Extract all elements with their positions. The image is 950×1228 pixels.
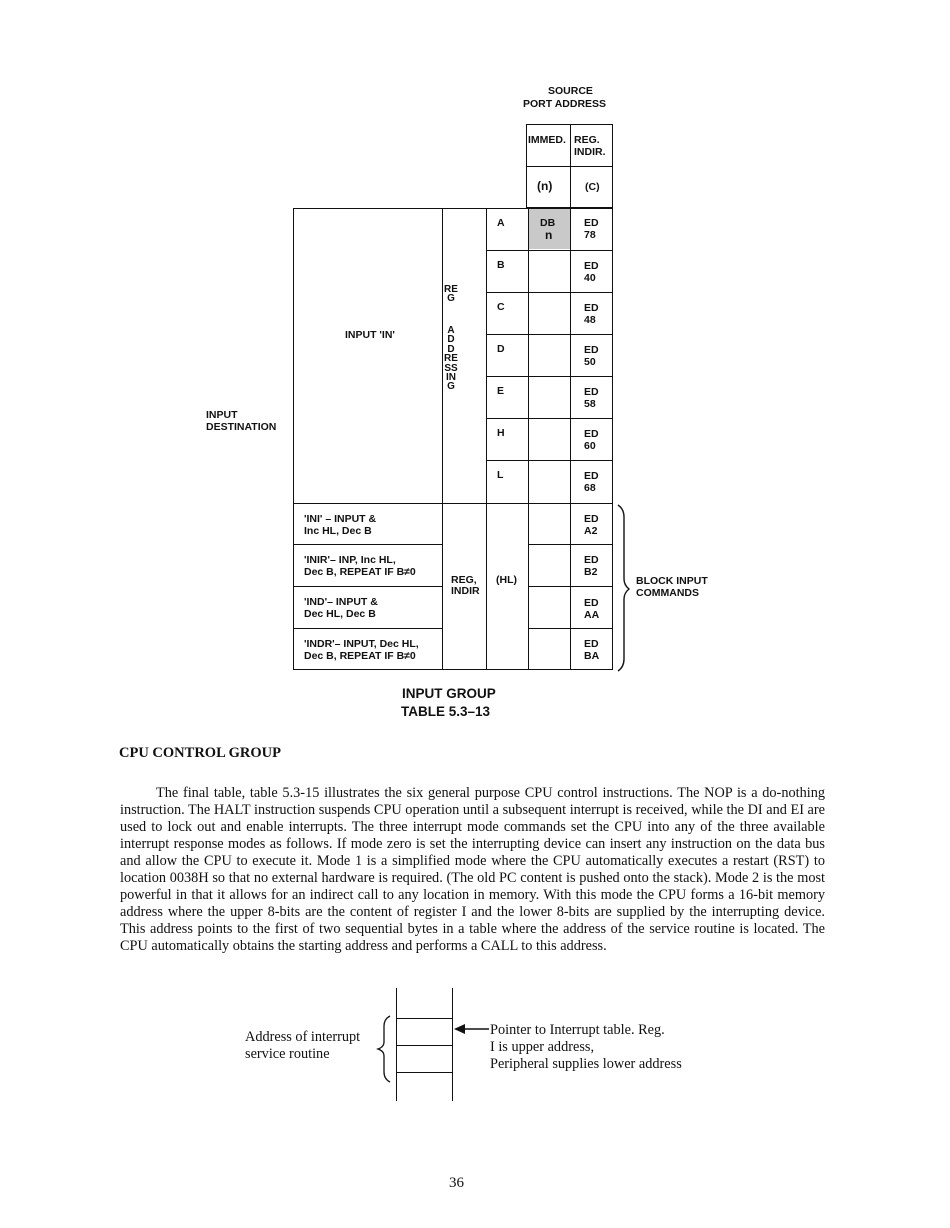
reg-addressing-label-2: ADDRESSING — [444, 325, 458, 393]
block-ini-desc-2: Inc HL, Dec B — [304, 525, 372, 537]
diagram-row-line — [396, 1045, 453, 1046]
block-inir-code-2: B2 — [584, 566, 598, 578]
code-e-1: ED — [584, 386, 599, 398]
reg-indir-label-1: REG, — [451, 574, 477, 586]
diagram-right-label-3: Peripheral supplies lower address — [490, 1056, 682, 1072]
reg-addressing-label-1: REG — [444, 284, 458, 305]
divider — [486, 250, 613, 251]
col-reg-label: REG. — [574, 134, 600, 146]
page-number: 36 — [449, 1175, 464, 1191]
divider — [528, 586, 613, 587]
block-ini-desc-1: 'INI' – INPUT & — [304, 513, 377, 525]
block-indr-desc-2: Dec B, REPEAT IF B≠0 — [304, 650, 416, 662]
reg-c: C — [497, 301, 505, 313]
divider — [486, 292, 613, 293]
block-ind-code-2: AA — [584, 609, 600, 621]
code-h-2: 60 — [584, 440, 596, 452]
block-indr-desc-1: 'INDR'– INPUT, Dec HL, — [304, 638, 419, 650]
divider — [528, 544, 613, 545]
source-header-2: PORT ADDRESS — [523, 98, 607, 110]
code-d-2: 50 — [584, 356, 596, 368]
divider — [528, 628, 613, 629]
block-indr-code-2: BA — [584, 650, 600, 662]
block-indr-code-1: ED — [584, 638, 599, 650]
reg-a: A — [497, 217, 505, 229]
section-heading: CPU CONTROL GROUP — [119, 745, 281, 761]
reg-b: B — [497, 259, 505, 271]
divider — [486, 208, 487, 670]
divider — [528, 208, 529, 670]
input-in-label: INPUT 'IN' — [345, 329, 395, 341]
input-destination-label: INPUT — [206, 409, 238, 421]
address-brace — [374, 1014, 394, 1084]
block-input-label-2: COMMANDS — [636, 587, 699, 599]
reg-indir-label-2: INDIR — [451, 585, 480, 597]
divider — [293, 586, 442, 587]
divider — [486, 460, 613, 461]
immed-a-2: n — [545, 228, 553, 242]
divider — [293, 503, 613, 504]
code-d-1: ED — [584, 344, 599, 356]
body-paragraph: The final table, table 5.3-15 illustrates the six general purpose CPU control instructions. The NOP is a do-nothing instruction. The HALT instruction suspends CPU operation until a subsequent interrupt is received, while the DI and EI are used to lock out and enable interrupts. The three interrupt mode commands set the CPU into any of the three available interrupt response modes as follows. If mode zero is set the interrupting device can insert any instruction on the data bus and allow the CPU to execute it. Mode 1 is a simplified mode where the CPU automatically executes a restart (RST) to location 0038H so that no external hardware is required. (The old PC content is pushed onto the stack). Mode 2 is the most powerful in that it allows for an indirect call to any location in memory. With this mode the CPU forms a 16-bit memory address where the upper 8-bits are the content of register I and the lower 8-bits are supplied by the interrupting device. This address points to the first of two sequential bytes in a table where the address of the service routine is located. The CPU automatically obtains the starting address and performs a CALL to this address. — [120, 785, 825, 954]
block-ind-desc-2: Dec HL, Dec B — [304, 608, 376, 620]
diagram-right-label-1: Pointer to Interrupt table. Reg. — [490, 1022, 665, 1038]
block-input-label-1: BLOCK INPUT — [636, 575, 708, 587]
col-indir-label: INDIR. — [574, 146, 606, 158]
reg-e: E — [497, 385, 505, 397]
input-destination-label-2: DESTINATION — [206, 421, 277, 433]
code-b-2: 40 — [584, 272, 596, 284]
code-a-2: 78 — [584, 229, 596, 241]
code-l-2: 68 — [584, 482, 596, 494]
code-b-1: ED — [584, 260, 599, 272]
diagram-right-label-2: I is upper address, — [490, 1039, 595, 1055]
pointer-arrow-icon — [453, 1022, 491, 1036]
block-input-brace — [614, 503, 634, 673]
divider — [442, 208, 443, 670]
table-caption-1: INPUT GROUP — [402, 686, 496, 701]
divider — [293, 628, 442, 629]
code-a-1: ED — [584, 217, 599, 229]
block-inir-code-1: ED — [584, 554, 599, 566]
reg-h: H — [497, 427, 505, 439]
diagram-row-line — [396, 1018, 453, 1019]
table-caption-2: TABLE 5.3–13 — [401, 704, 491, 719]
divider — [570, 208, 571, 670]
diagram-left-label-1: Address of interrupt — [245, 1029, 361, 1045]
reg-l: L — [497, 469, 504, 481]
code-c-1: ED — [584, 302, 599, 314]
code-e-2: 58 — [584, 398, 596, 410]
col-immed-operand: (n) — [537, 179, 553, 193]
divider — [486, 418, 613, 419]
block-ind-desc-1: 'IND'– INPUT & — [304, 596, 378, 608]
col-immed-label: IMMED. — [528, 134, 566, 146]
reg-d: D — [497, 343, 505, 355]
block-inir-desc-2: Dec B, REPEAT IF B≠0 — [304, 566, 416, 578]
code-c-2: 48 — [584, 314, 596, 326]
divider — [293, 544, 442, 545]
divider — [486, 334, 613, 335]
divider — [526, 166, 613, 167]
block-ini-code-1: ED — [584, 513, 599, 525]
divider — [486, 376, 613, 377]
code-l-1: ED — [584, 470, 599, 482]
diagram-left-label-2: service routine — [245, 1046, 330, 1062]
block-ini-code-2: A2 — [584, 525, 598, 537]
code-h-1: ED — [584, 428, 599, 440]
source-header: SOURCE — [548, 85, 593, 97]
diagram-row-line — [396, 1072, 453, 1073]
hl-label: (HL) — [496, 574, 517, 586]
block-inir-desc-1: 'INIR'– INP, Inc HL, — [304, 554, 396, 566]
block-ind-code-1: ED — [584, 597, 599, 609]
col-reg-operand: (C) — [585, 181, 600, 193]
immed-a-1: DB — [540, 217, 556, 229]
